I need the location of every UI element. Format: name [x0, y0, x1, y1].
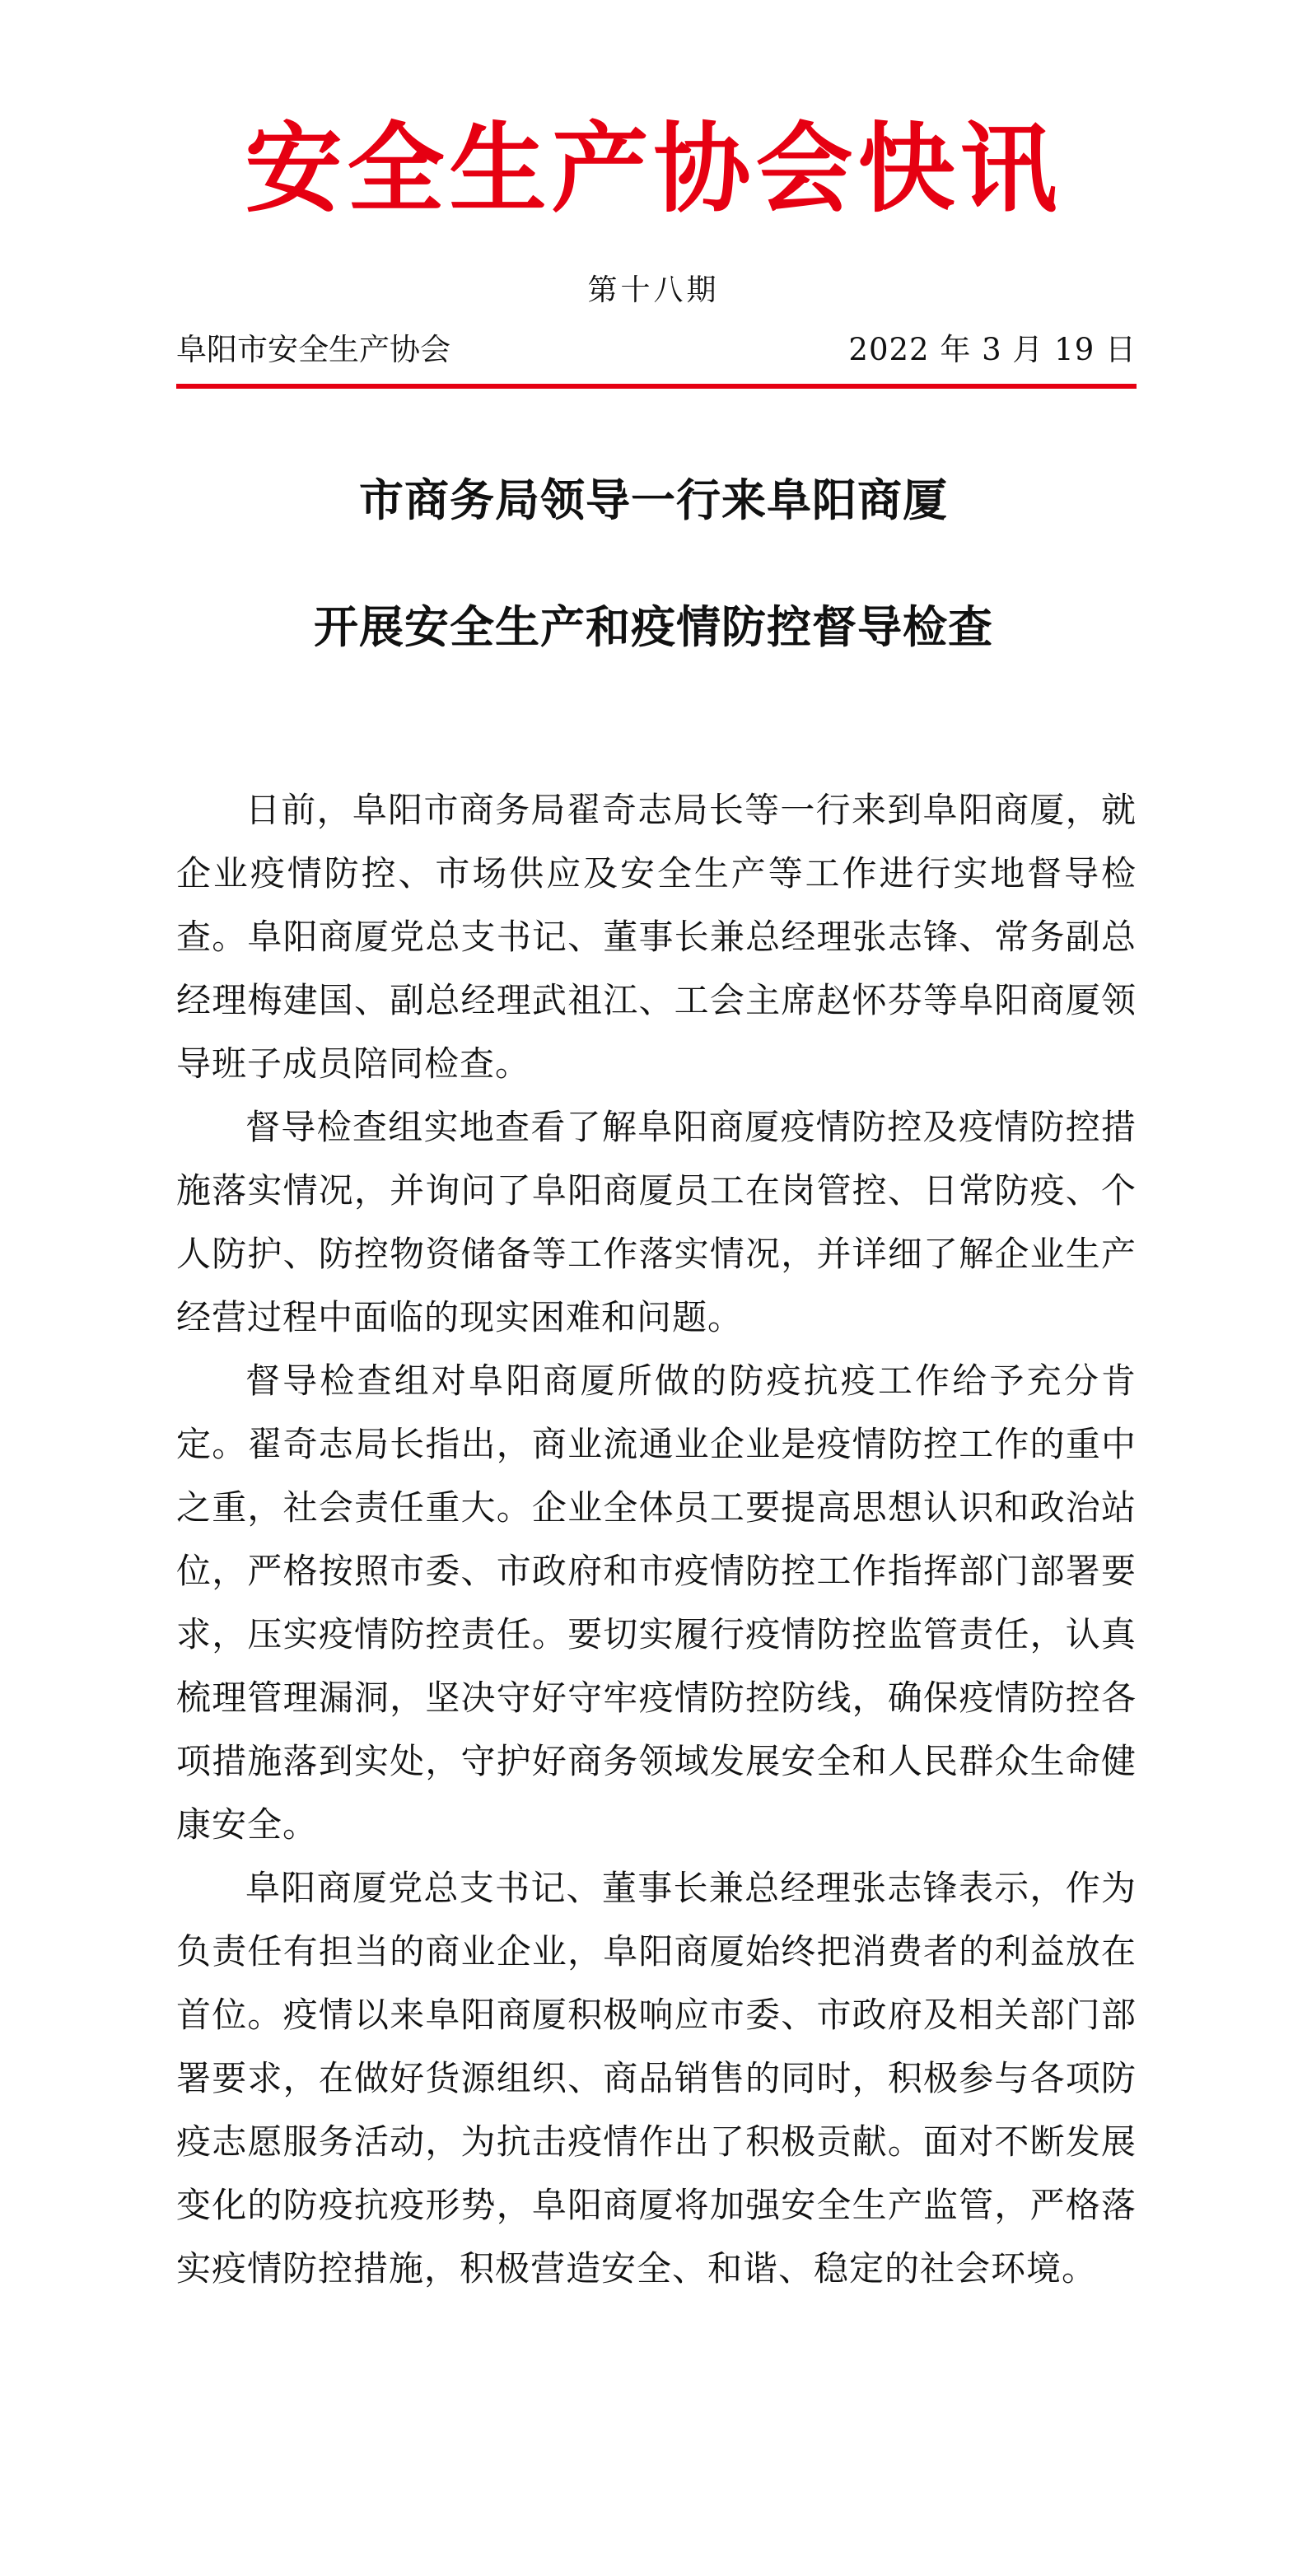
publish-date: 2022 年 3 月 19 日 — [848, 332, 1137, 367]
red-divider-line — [176, 384, 1137, 389]
article-paragraph-3: 督导检查组对阜阳商厦所做的防疫抗疫工作给予充分肯定。翟奇志局长指出，商业流通业企业是疫情防控工作的重中之重，社会责任重大。企业全体员工要提高思想认识和政治站位，严格按照市委、市政府和市疫情防控工作指挥部门部署要求，压实疫情防控责任。要切实履行疫情防控监管责任，认真梳理管理漏洞，坚决守好守牢疫情防控防线，确保疫情防控各项措施落到实处，守护好商务领域发展安全和人民群众生命健康安全。 — [176, 1360, 1137, 1845]
meta-row — [176, 329, 1137, 371]
article-paragraph-1: 日前，阜阳市商务局翟奇志局长等一行来到阜阳商厦，就企业疫情防控、市场供应及安全生产等工作进行实地督导检查。阜阳商厦党总支书记、董事长兼总经理张志锋、常务副总经理梅建国、副总经理武祖江、工会主席赵怀芬等阜阳商厦领导班子成员陪同检查。 — [176, 790, 1137, 1084]
issue-number: 第十八期 — [587, 273, 720, 307]
article-body — [176, 778, 1137, 2300]
article-paragraph-4: 阜阳商厦党总支书记、董事长兼总经理张志锋表示，作为负责任有担当的商业企业，阜阳商厦始终把消费者的利益放在首位。疫情以来阜阳商厦积极响应市委、市政府及相关部门部署要求，在做好货源组织、商品销售的同时，积极参与各项防疫志愿服务活动，为抗击疫情作出了积极贡献。面对不断发展变化的防疫抗疫形势，阜阳商厦将加强安全生产监管，严格落实疫情防控措施，积极营造安全、和谐、稳定的社会环境。 — [176, 1868, 1137, 2289]
article-headline-line2: 开展安全生产和疫情防控督导检查 — [314, 601, 993, 653]
article-headline-line1: 市商务局领导一行来阜阳商厦 — [359, 474, 948, 526]
publisher-name: 阜阳市安全生产协会 — [176, 332, 450, 367]
masthead-title: 安全生产协会快讯 — [245, 111, 1062, 226]
article-paragraph-2: 督导检查组实地查看了解阜阳商厦疫情防控及疫情防控措施落实情况，并询问了阜阳商厦员工在岗管控、日常防疫、个人防护、防控物资储备等工作落实情况，并详细了解企业生产经营过程中面临的现实困难和问题。 — [176, 1107, 1137, 1337]
